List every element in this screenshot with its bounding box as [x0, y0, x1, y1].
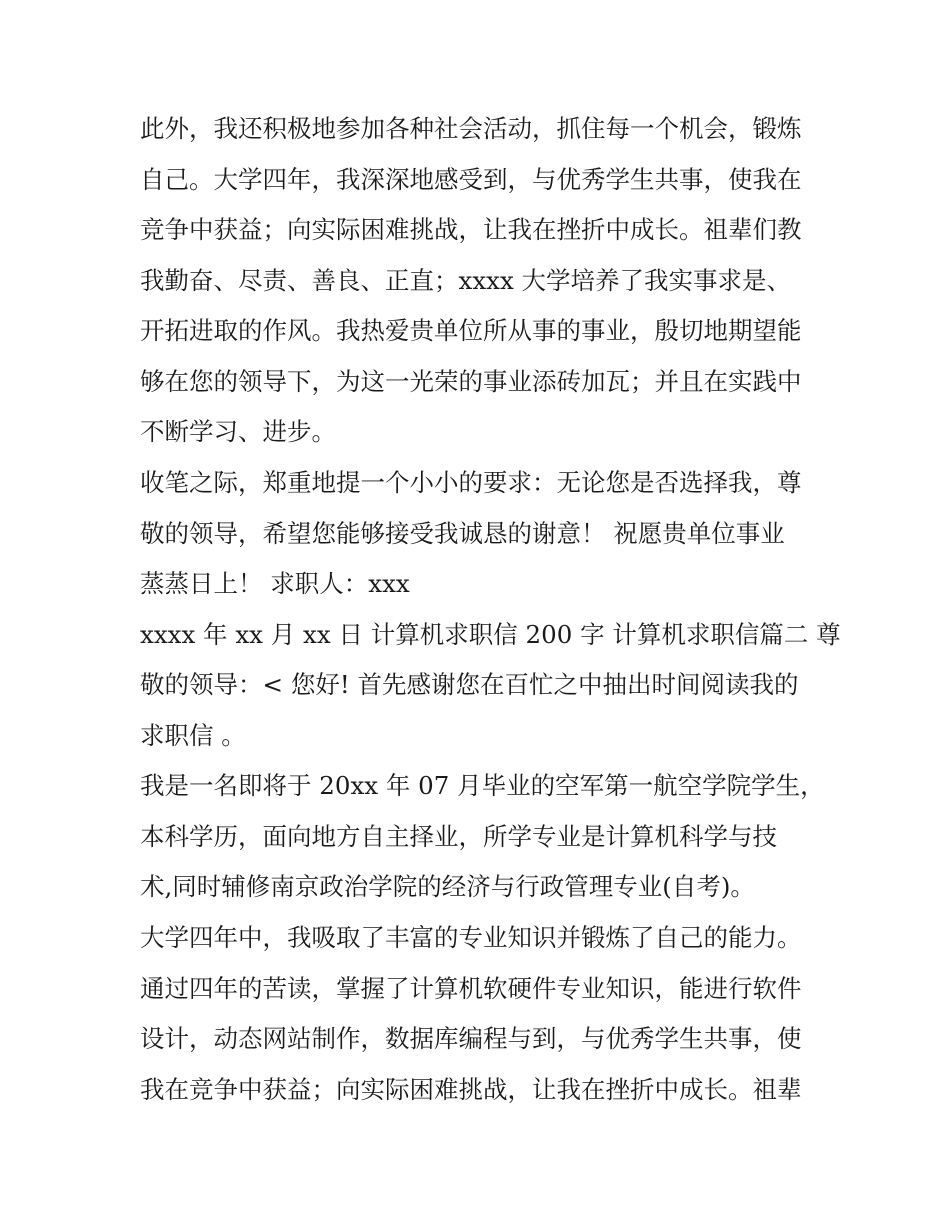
text-line: 蒸蒸日上！ 求职人：xxx	[140, 569, 410, 598]
text-line: 术,同时辅修南京政治学院的经济与行政管理专业(自考)。	[140, 872, 755, 901]
text-line: 收笔之际，郑重地提一个小小的要求：无论您是否选择我，尊	[140, 468, 802, 497]
text-line: 够在您的领导下，为这一光荣的事业添砖加瓦；并且在实践中	[140, 367, 802, 396]
text-line: 竞争中获益；向实际困难挑战，让我在挫折中成长。祖辈们教	[140, 215, 802, 244]
text-line: 自己。大学四年，我深深地感受到，与优秀学生共事，使我在	[140, 165, 802, 194]
text-line: 大学四年中，我吸取了丰富的专业知识并锻炼了自己的能力。	[140, 923, 802, 952]
text-line: 我勤奋、尽责、善良、正直；xxxx 大学培养了我实事求是、	[140, 266, 792, 295]
text-line: xxxx 年 xx 月 xx 日 计算机求职信 200 字 计算机求职信篇二 尊	[140, 620, 841, 649]
text-line: 本科学历，面向地方自主择业，所学专业是计算机科学与技	[140, 822, 777, 851]
text-line: 通过四年的苦读，掌握了计算机软硬件专业知识，能进行软件	[140, 974, 802, 1003]
text-line: 此外，我还积极地参加各种社会活动，抓住每一个机会，锻炼	[140, 114, 802, 143]
text-line: 开拓进取的作风。我热爱贵单位所从事的事业，殷切地期望能	[140, 316, 802, 345]
text-line: 不断学习、进步。	[140, 417, 336, 446]
text-line: 我在竞争中获益；向实际困难挑战，让我在挫折中成长。祖辈	[140, 1075, 802, 1104]
text-line: 敬的领导，希望您能够接受我诚恳的谢意！ 祝愿贵单位事业	[140, 519, 785, 548]
text-line: 设计，动态网站制作，数据库编程与到，与优秀学生共事，使	[140, 1024, 802, 1053]
text-line: 敬的领导：< 您好! 首先感谢您在百忙之中抽出时间阅读我的	[140, 670, 799, 699]
text-line: 我是一名即将于 20xx 年 07 月毕业的空军第一航空学院学生，	[140, 771, 825, 800]
text-line: 求职信 。	[140, 721, 246, 750]
